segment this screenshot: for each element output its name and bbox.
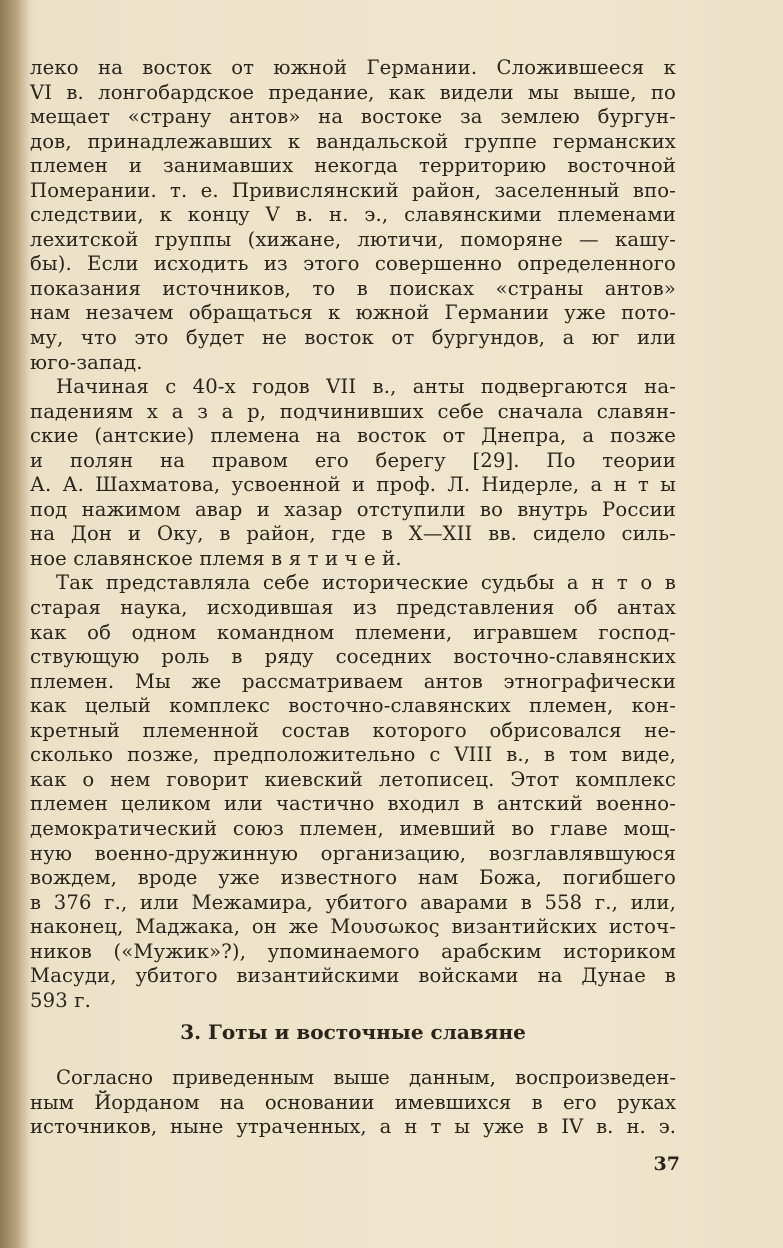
text-line: дов, принадлежавших к вандальской группе германских [30,129,676,153]
text-line: ным Йорданом на основании имевшихся в его руках [30,1090,676,1114]
text-line: ное славянское племя в я т и ч е й. [30,546,402,570]
text-line: Померании. т. е. Привислянский район, заселенный впо- [30,178,676,202]
text-line: племен и занимавших некогда территорию восточной [30,154,676,178]
text-line: наконец, Маджака, он же Μουσωκος византийских источ- [30,915,676,939]
text-line: демократический союз племен, имевший во главе мощ- [30,816,676,840]
text-line: племен. Мы же рассматриваем антов этнографически [30,669,676,693]
text-line: Начиная с 40-х годов VII в., анты подвергаются на- [56,375,676,399]
text-line: следствии, к концу V в. н. э., славянскими племенами [30,203,676,227]
text-line: ную военно-дружинную организацию, возглавлявшуюся [30,841,676,865]
text-line: ников («Мужик»?), упоминаемого арабским историком [30,939,676,963]
text-line: Масуди, убитого византийскими войсками на Дунае в [30,964,676,988]
text-line: ствующую роль в ряду соседних восточно-славянских [30,645,676,669]
text-line: бы). Если исходить из этого совершенно определенного [30,252,676,276]
text-line: VI в. лонгобардское предание, как видели мы выше, по [30,80,676,104]
text-line: юго-запад. [30,350,143,374]
text-line: ские (антские) племена на восток от Днепра, а позже [30,424,676,448]
text-line: Согласно приведенным выше данным, воспроизведен- [56,1066,676,1089]
text-line: леко на восток от южной Германии. Сложившееся к [30,56,676,79]
text-line: лехитской группы (хижане, лютичи, поморяне — кашу- [30,227,676,251]
text-line: Так представляла себе исторические судьбы а н т о в [56,571,676,595]
text-line: и полян на правом его берегу [29]. По теории [30,448,676,472]
text-line: старая наука, исходившая из представления об антах [30,596,676,620]
book-spine-shadow [0,0,30,1248]
section-heading: 3. Готы и восточные славяне [180,1020,526,1044]
text-line: 593 г. [30,988,92,1012]
text-line: му, что это будет не восток от бургундов, а юг или [30,326,676,350]
body-text [30,56,676,1013]
text-line: как целый комплекс восточно-славянских племен, кон- [30,694,676,718]
body-text-continued [30,1066,676,1140]
text-line: мещает «страну антов» на востоке за землею бургун- [30,105,676,129]
text-line: сколько позже, предположительно с VIII в., в том виде, [30,743,676,767]
text-line: на Дон и Оку, в район, где в X—XII вв. сидело силь- [30,522,676,546]
page-number: 37 [653,1153,680,1175]
text-line: падениям х а з а р, подчинивших себе сначала славян- [30,399,676,423]
text-line: источников, ныне утраченных, а н т ы уже в IV в. н. э. [30,1115,676,1139]
text-line: как о нем говорит киевский летописец. Этот комплекс [30,767,676,791]
text-line: племен целиком или частично входил в антский военно- [30,792,676,816]
text-line: под нажимом авар и хазар отступили во внутрь России [30,497,676,521]
text-line: вождем, вроде уже известного нам Божа, погибшего [30,866,676,890]
text-line: нам незачем обращаться к южной Германии уже пото- [30,301,676,325]
text-line: как об одном командном племени, игравшем господ- [30,620,676,644]
text-line: показания источников, то в поисках «страны антов» [30,276,676,300]
text-line: в 376 г., или Межамира, убитого аварами в 558 г., или, [30,890,676,914]
text-line: кретный племенной состав которого обрисовался не- [30,718,676,742]
text-line: А. А. Шахматова, усвоенной и проф. Л. Нидерле, а н т ы [30,473,676,497]
